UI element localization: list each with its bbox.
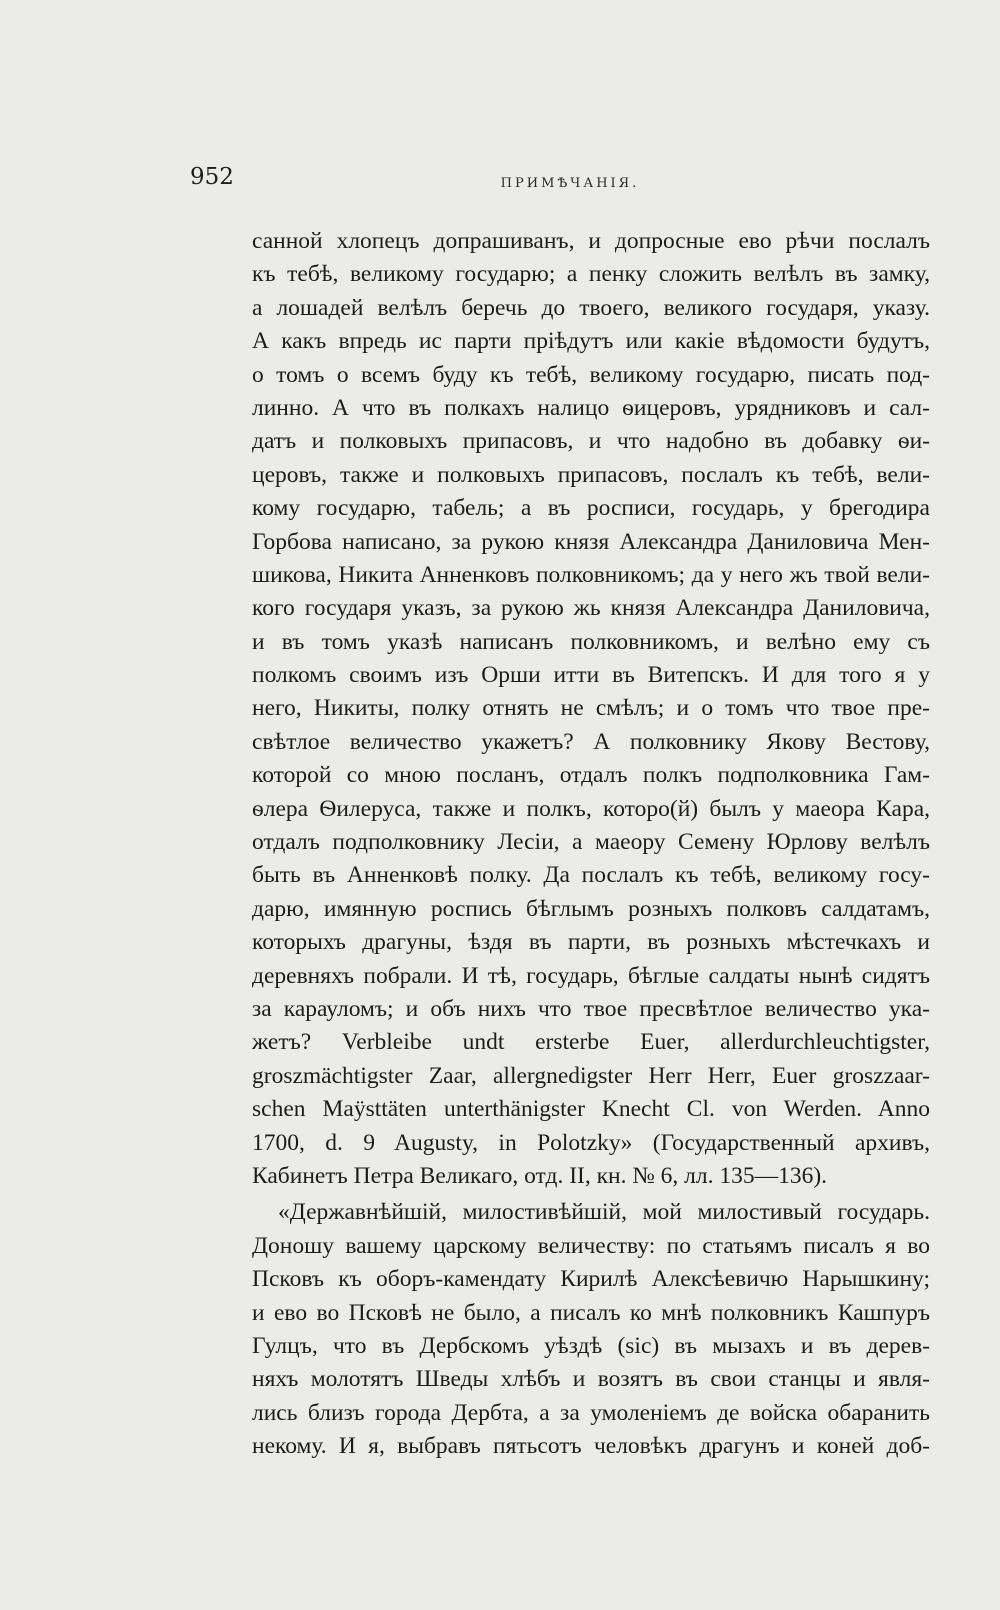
text-line: деревняхъ побрали. И тѣ, государь, бѣглые салдаты нынѣ сидятъ bbox=[252, 962, 930, 989]
text-line: 1700, d. 9 Augusty, in Polotzky» (Государственный архивъ, bbox=[252, 1129, 930, 1156]
text-line: дарю, имянную роспись бѣглымъ розныхъ полковъ салдатамъ, bbox=[252, 895, 930, 922]
text-line: groszmächtigster Zaar, allergnedigster Herr Herr, Euer groszzaar- bbox=[252, 1062, 930, 1089]
text-line: А какъ впредь ис парти пріѣдутъ или какіе вѣдомости будутъ, bbox=[252, 328, 930, 355]
text-line: Горбова написано, за рукою князя Александра Даниловича Мен- bbox=[252, 528, 930, 555]
running-title: ПРИМѢЧАНІЯ. bbox=[500, 176, 640, 191]
text-line: жетъ? Verbleibe undt ersterbe Euer, allerdurchleuchtigster, bbox=[252, 1029, 930, 1056]
page-number: 952 bbox=[190, 164, 234, 190]
text-line: за карауломъ; и объ нихъ что твое пресвѣтлое величество ука- bbox=[252, 995, 930, 1022]
text-line: а лошадей велѣлъ беречь до твоего, великого государя, указу. bbox=[252, 294, 930, 321]
text-line: Доношу вашему царскому величеству: по статьямъ писалъ я во bbox=[252, 1232, 930, 1259]
text-line: шикова, Никита Анненковъ полковникомъ; да у него жъ твой вели- bbox=[252, 561, 930, 588]
paragraph-1 bbox=[252, 225, 930, 1193]
text-line: Псковъ къ оборъ-камендату Кирилѣ Алексѣевичю Нарышкину; bbox=[252, 1266, 930, 1293]
text-line: schen Maÿsttäten unterthänigster Knecht Cl. von Werden. Anno bbox=[252, 1096, 930, 1123]
text-line: некому. И я, выбравъ пятьсотъ человѣкъ драгунъ и коней доб- bbox=[252, 1433, 930, 1460]
text-line: которыхъ драгуны, ѣздя въ парти, въ розныхъ мѣстечкахъ и bbox=[252, 929, 930, 956]
text-line: полкомъ своимъ изъ Орши итти въ Витепскъ. И для того я у bbox=[252, 662, 930, 689]
text-line: отдалъ подполковнику Лесіи, а маеору Семену Юрлову велѣлъ bbox=[252, 829, 930, 856]
text-line: и въ томъ указѣ написанъ полковникомъ, и велѣно ему съ bbox=[252, 628, 930, 655]
text-line: Гулцъ, что въ Дербскомъ уѣздѣ (sic) въ мызахъ и въ дерев- bbox=[252, 1332, 930, 1359]
text-line: которой со мною посланъ, отдалъ полкъ подполковника Гам- bbox=[252, 762, 930, 789]
text-line: линно. А что въ полкахъ налицо ѳицеровъ, урядниковъ и сал- bbox=[252, 394, 930, 421]
text-line: кому государю, табель; а въ росписи, государь, у брегодира bbox=[252, 495, 930, 522]
text-line: лись близъ города Дербта, а за умоленіемъ де войска обаранить bbox=[252, 1399, 930, 1426]
text-line: ѳлера Ѳилеруса, также и полкъ, которо(й) былъ у маеора Кара, bbox=[252, 795, 930, 822]
paragraph-2 bbox=[252, 1196, 930, 1463]
body-text bbox=[252, 225, 930, 1463]
running-head bbox=[190, 164, 950, 204]
text-line: о томъ о всемъ буду къ тебѣ, великому государю, писать под- bbox=[252, 361, 930, 388]
text-line: няхъ молотятъ Шведы хлѣбъ и возятъ въ свои станцы и явля- bbox=[252, 1366, 930, 1393]
text-line: него, Никиты, полку отнять не смѣлъ; и о томъ что твое пре- bbox=[252, 695, 930, 722]
text-line: церовъ, также и полковыхъ припасовъ, послалъ къ тебѣ, вели- bbox=[252, 461, 930, 488]
text-line: быть въ Анненковѣ полку. Да послалъ къ тебѣ, великому госу- bbox=[252, 862, 930, 889]
text-line: санной хлопецъ допрашиванъ, и допросные ево рѣчи послалъ bbox=[252, 228, 930, 254]
text-line: кого государя указъ, за рукою жь князя Александра Даниловича, bbox=[252, 595, 930, 622]
text-line: датъ и полковыхъ припасовъ, и что надобно въ добавку ѳи- bbox=[252, 428, 930, 455]
text-line: къ тебѣ, великому государю; а пенку сложить велѣлъ въ замку, bbox=[252, 261, 930, 288]
text-line: «Державнѣйшій, милостивѣйшій, мой милостивый государь. bbox=[278, 1199, 930, 1226]
text-line: свѣтлое величество укажетъ? А полковнику Якову Вестову, bbox=[252, 728, 930, 755]
text-line: Кабинетъ Петра Великаго, отд. II, кн. № 6, лл. 135—136). bbox=[252, 1162, 828, 1189]
text-line: и ево во Псковѣ не было, а писалъ ко мнѣ полковникъ Кашпуръ bbox=[252, 1299, 930, 1326]
